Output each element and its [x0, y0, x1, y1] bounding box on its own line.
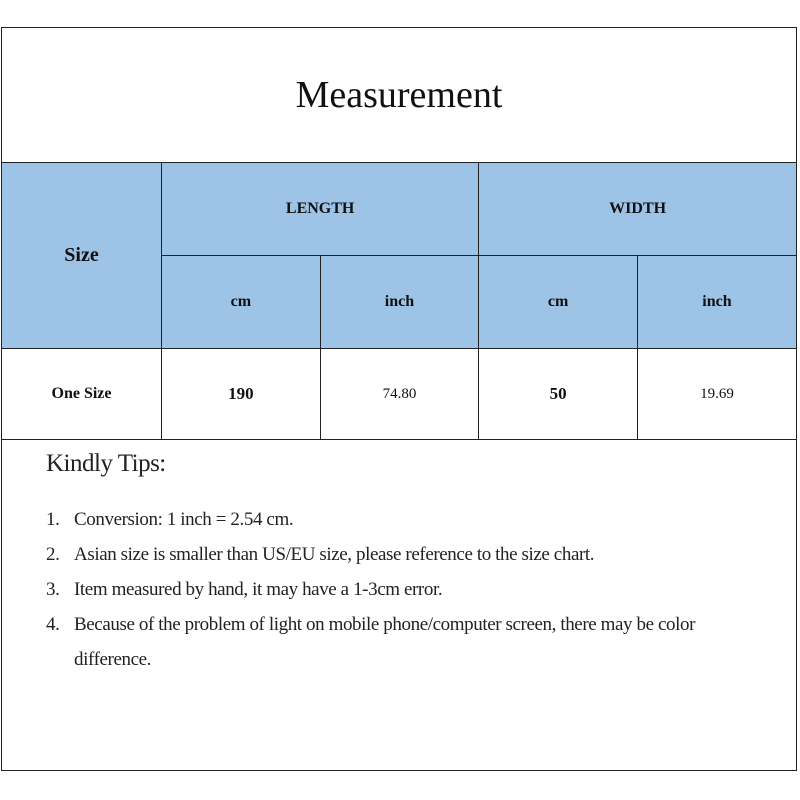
list-item — [46, 572, 766, 607]
width-cm-cell: 50 — [479, 349, 638, 440]
size-table — [2, 162, 796, 440]
width-inch-cell: 19.69 — [637, 349, 796, 440]
list-item-number: 3. — [46, 579, 60, 600]
width-inch-header: inch — [637, 256, 796, 349]
size-column-header: Size — [2, 163, 162, 349]
table-header-row — [2, 163, 796, 256]
page-title: Measurement — [295, 74, 503, 116]
list-item-text: Item measured by hand, it may have a 1-3cm error. — [74, 579, 443, 600]
list-item — [46, 607, 766, 677]
tips-list — [46, 502, 766, 677]
list-item-text: Because of the problem of light on mobile phone/computer screen, there may be color difference. — [74, 614, 696, 670]
list-item-text: Conversion: 1 inch = 2.54 cm. — [74, 509, 294, 530]
length-cm-header: cm — [162, 256, 321, 349]
length-inch-header: inch — [320, 256, 479, 349]
list-item-text: Asian size is smaller than US/EU size, please reference to the size chart. — [74, 544, 595, 565]
list-item-number: 1. — [46, 509, 60, 530]
length-cm-cell: 190 — [162, 349, 321, 440]
list-item — [46, 537, 766, 572]
width-column-header: WIDTH — [479, 163, 796, 256]
length-inch-cell: 74.80 — [320, 349, 479, 440]
length-column-header: LENGTH — [162, 163, 479, 256]
size-cell: One Size — [2, 349, 162, 440]
tips-section — [46, 450, 766, 677]
table-row — [2, 349, 796, 440]
tips-title: Kindly Tips: — [46, 450, 166, 477]
list-item-number: 2. — [46, 544, 60, 565]
list-item-number: 4. — [46, 614, 60, 635]
width-cm-header: cm — [479, 256, 638, 349]
list-item — [46, 502, 766, 537]
